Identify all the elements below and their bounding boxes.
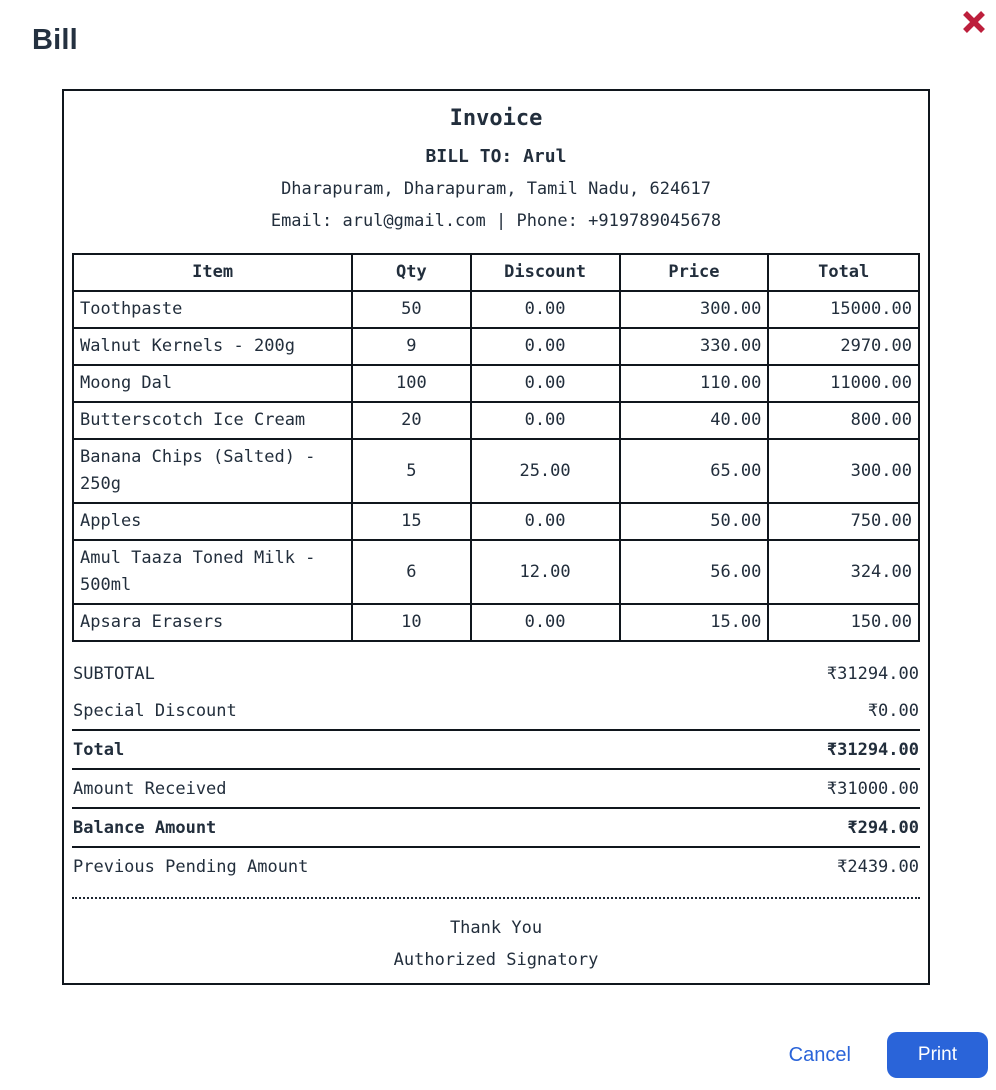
table-cell: 15000.00 bbox=[768, 291, 919, 328]
summary-label: Total bbox=[73, 740, 125, 760]
table-cell: Banana Chips (Salted) - 250g bbox=[73, 439, 352, 503]
table-row bbox=[73, 328, 919, 365]
table-cell: 110.00 bbox=[620, 365, 769, 402]
summary-label: Amount Received bbox=[73, 779, 227, 799]
print-button[interactable]: Print bbox=[887, 1032, 988, 1078]
summary-row bbox=[72, 731, 920, 770]
invoice-contact: Email: arul@gmail.com | Phone: +919789045678 bbox=[270, 211, 722, 231]
table-cell: Apsara Erasers bbox=[73, 604, 352, 641]
summary-value: ₹0.00 bbox=[867, 701, 919, 721]
table-header-row bbox=[73, 254, 919, 291]
table-cell: 20 bbox=[352, 402, 470, 439]
table-cell: 50.00 bbox=[620, 503, 769, 540]
items-table bbox=[72, 253, 920, 642]
invoice-title: Invoice bbox=[449, 106, 543, 131]
table-cell: Toothpaste bbox=[73, 291, 352, 328]
table-cell: 100 bbox=[352, 365, 470, 402]
dialog-footer bbox=[787, 1032, 988, 1078]
table-row bbox=[73, 503, 919, 540]
table-cell: 11000.00 bbox=[768, 365, 919, 402]
close-button[interactable] bbox=[956, 4, 992, 40]
table-cell: 0.00 bbox=[471, 328, 620, 365]
table-cell: 12.00 bbox=[471, 540, 620, 604]
column-header: Item bbox=[73, 254, 352, 291]
table-cell: 15 bbox=[352, 503, 470, 540]
table-cell: 330.00 bbox=[620, 328, 769, 365]
summary-row bbox=[72, 809, 920, 848]
table-cell: Amul Taaza Toned Milk - 500ml bbox=[73, 540, 352, 604]
table-cell: 300.00 bbox=[768, 439, 919, 503]
summary-label: Balance Amount bbox=[73, 818, 217, 838]
table-row bbox=[73, 365, 919, 402]
table-cell: 2970.00 bbox=[768, 328, 919, 365]
table-cell: Apples bbox=[73, 503, 352, 540]
summary-value: ₹31294.00 bbox=[826, 740, 919, 760]
table-cell: Walnut Kernels - 200g bbox=[73, 328, 352, 365]
table-cell: 50 bbox=[352, 291, 470, 328]
dotted-divider bbox=[72, 897, 920, 899]
summary-value: ₹2439.00 bbox=[837, 857, 919, 877]
table-cell: 800.00 bbox=[768, 402, 919, 439]
table-cell: 5 bbox=[352, 439, 470, 503]
column-header: Price bbox=[620, 254, 769, 291]
column-header: Total bbox=[768, 254, 919, 291]
table-row bbox=[73, 402, 919, 439]
table-cell: 15.00 bbox=[620, 604, 769, 641]
table-cell: 0.00 bbox=[471, 291, 620, 328]
dialog-header bbox=[0, 0, 996, 57]
table-cell: 150.00 bbox=[768, 604, 919, 641]
table-cell: 0.00 bbox=[471, 604, 620, 641]
summary-value: ₹31000.00 bbox=[826, 779, 919, 799]
table-cell: Moong Dal bbox=[73, 365, 352, 402]
summary-row bbox=[72, 655, 920, 692]
authorized-signatory: Authorized Signatory bbox=[393, 950, 599, 970]
invoice-preview bbox=[62, 89, 930, 985]
column-header: Discount bbox=[471, 254, 620, 291]
table-cell: 0.00 bbox=[471, 365, 620, 402]
table-row bbox=[73, 439, 919, 503]
summary-row bbox=[72, 770, 920, 809]
table-cell: 10 bbox=[352, 604, 470, 641]
summary-label: SUBTOTAL bbox=[73, 664, 155, 684]
table-cell: 300.00 bbox=[620, 291, 769, 328]
table-row bbox=[73, 540, 919, 604]
thank-you-note: Thank You bbox=[449, 918, 543, 938]
summary-value: ₹31294.00 bbox=[826, 664, 919, 684]
invoice-address: Dharapuram, Dharapuram, Tamil Nadu, 624617 bbox=[281, 179, 711, 199]
summary-row bbox=[72, 692, 920, 731]
table-cell: 6 bbox=[352, 540, 470, 604]
summary-label: Previous Pending Amount bbox=[73, 857, 309, 877]
summary-label: Special Discount bbox=[73, 701, 237, 721]
table-cell: 0.00 bbox=[471, 503, 620, 540]
summary-value: ₹294.00 bbox=[847, 818, 919, 838]
table-row bbox=[73, 291, 919, 328]
cancel-button[interactable]: Cancel bbox=[787, 1040, 853, 1071]
invoice-bill-to: BILL TO: Arul bbox=[425, 146, 567, 167]
table-cell: 40.00 bbox=[620, 402, 769, 439]
table-cell: 56.00 bbox=[620, 540, 769, 604]
table-row bbox=[73, 604, 919, 641]
close-icon bbox=[960, 24, 988, 39]
table-cell: 324.00 bbox=[768, 540, 919, 604]
column-header: Qty bbox=[352, 254, 470, 291]
table-cell: 65.00 bbox=[620, 439, 769, 503]
page-title: Bill bbox=[32, 24, 78, 56]
summary-section bbox=[72, 655, 920, 885]
summary-row bbox=[72, 848, 920, 885]
table-cell: 750.00 bbox=[768, 503, 919, 540]
table-cell: 25.00 bbox=[471, 439, 620, 503]
table-cell: Butterscotch Ice Cream bbox=[73, 402, 352, 439]
items-table-body bbox=[73, 291, 919, 641]
table-cell: 0.00 bbox=[471, 402, 620, 439]
table-cell: 9 bbox=[352, 328, 470, 365]
